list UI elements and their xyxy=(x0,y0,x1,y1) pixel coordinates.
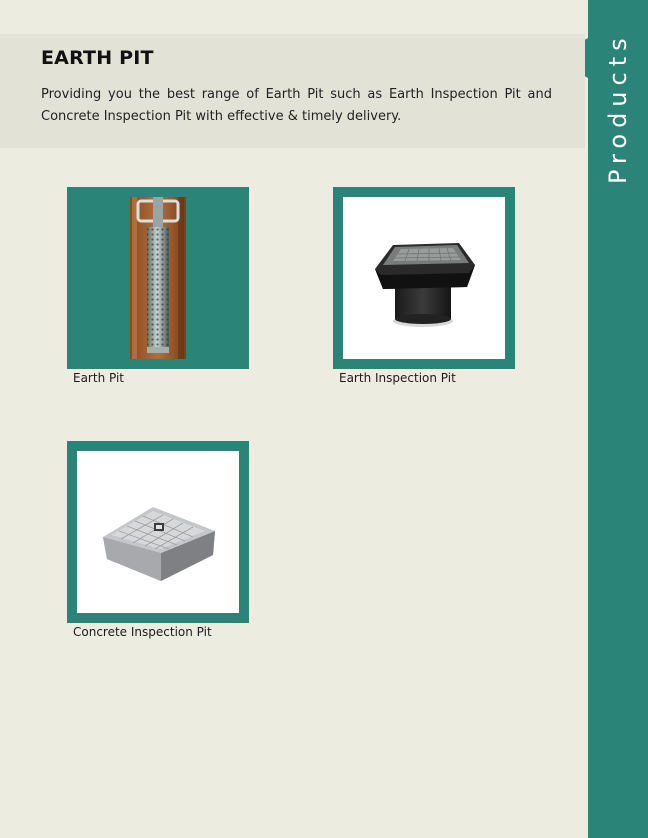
product-caption[interactable]: Earth Inspection Pit xyxy=(339,371,456,385)
product-image-frame[interactable] xyxy=(333,187,515,369)
product-image-frame[interactable] xyxy=(67,187,249,369)
product-image-background xyxy=(77,451,239,613)
earth-pit-electrode-photo xyxy=(130,197,186,359)
product-caption[interactable]: Concrete Inspection Pit xyxy=(73,625,212,639)
product-image-background xyxy=(343,197,505,359)
product-image-frame[interactable] xyxy=(67,441,249,623)
earth-inspection-pit-photo xyxy=(343,197,505,359)
concrete-inspection-pit-photo xyxy=(77,451,239,613)
intro-description: Providing you the best range of Earth Pit such as Earth Inspection Pit and Concrete Inspection Pit with effective & timely delivery. xyxy=(41,87,552,124)
sidebar-title: Products xyxy=(604,32,632,184)
product-caption[interactable]: Earth Pit xyxy=(73,371,125,385)
page-title: EARTH PIT xyxy=(41,47,154,69)
